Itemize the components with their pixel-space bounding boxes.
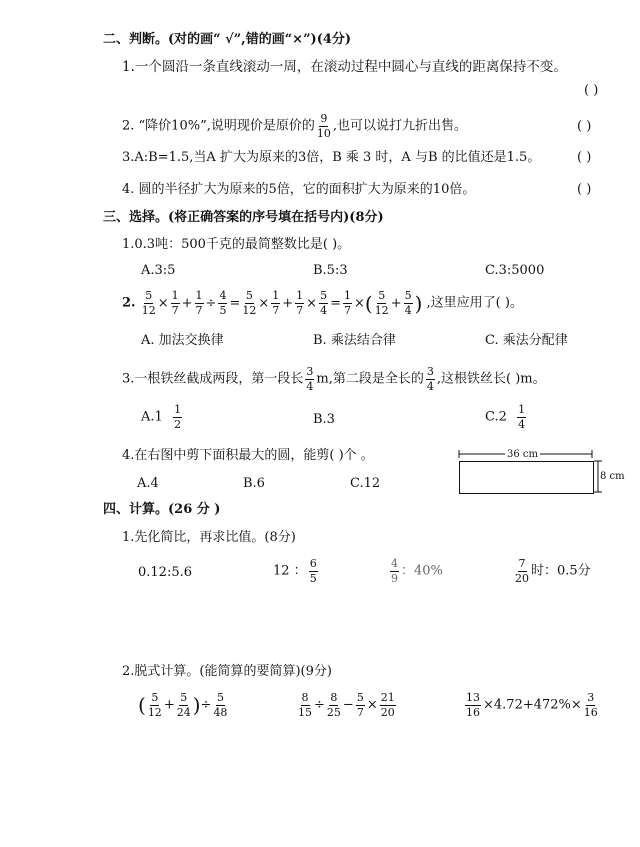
judge-q4-paren: ( ) bbox=[577, 182, 592, 197]
choice-q1-option-c: C.3:5000 bbox=[485, 263, 545, 278]
judge-q3: 3.A:B=1.5,当A 扩大为原来的3倍，B 乘 3 时，A 与B 的比值还是1.5。 bbox=[122, 150, 541, 165]
judge-q2-paren: ( ) bbox=[577, 119, 592, 134]
judge-q4: 4. 圆的半径扩大为原来的5倍，它的面积扩大为原来的10倍。 bbox=[122, 182, 476, 197]
expression-1: ( $\frac{5}{12}$ + $\frac{5}{24}$ )÷ $\frac{5}{48}$ bbox=[138, 691, 228, 719]
ratio-d: $\frac{7}{20}$ 时：0.5分 bbox=[515, 557, 591, 585]
choice-q4-option-c: C.12 bbox=[350, 476, 381, 491]
section-2-title: 二、判断。(对的画“ √”,错的画“×”)(4分) bbox=[103, 32, 352, 47]
ratio-c: $\frac{4}{9}$ ：40% bbox=[391, 557, 443, 585]
expression-2: $\frac{8}{15}$ ÷ $\frac{8}{25}$ − $\frac{5}{7}$ × $\frac{21}{20}$ bbox=[298, 691, 395, 719]
choice-q3-option-b: B.3 bbox=[313, 412, 335, 427]
judge-q3-paren: ( ) bbox=[577, 150, 592, 165]
choice-q4: 4.在右图中剪下面积最大的圆，能剪( )个 。 bbox=[122, 448, 374, 463]
choice-q1-option-b: B.5:3 bbox=[313, 263, 348, 278]
judge-q1: 1.一个圆沿一条直线滚动一周，在滚动过程中圆心与直线的距离保持不变。 bbox=[122, 59, 567, 75]
choice-q2-formula: $\frac{5}{12}$ × $\frac{1}{7}$ + $\frac{1}{7}$ ÷ $\frac{4}{5}$ = $\frac{5}{12}$ × $\frac{1}{7}$ + $\frac{1}{7}$ × $\frac{5}{4}$ = $\frac{1}{7}$ ×( $\frac{5}{12}$ + $\frac{5}{4}$ ) bbox=[141, 289, 423, 317]
choice-q2-option-b: B. 乘法结合律 bbox=[313, 333, 396, 348]
choice-q3: 3.一根铁丝截成两段，第一段长 $\frac{3}{4}$ m,第二段是全长的 $\frac{3}{4}$ ,这根铁丝长( )m。 bbox=[122, 365, 546, 393]
choice-q4-option-a: A.4 bbox=[137, 476, 159, 491]
calc-q1: 1.先化简比，再求比值。(8分) bbox=[122, 530, 296, 545]
choice-q3-option-c: C.2 $\frac{1}{4}$ bbox=[485, 403, 526, 431]
choice-q1: 1.0.3吨：500千克的最简整数比是( )。 bbox=[122, 237, 351, 252]
choice-q3-option-a: A.1 $\frac{1}{2}$ bbox=[141, 403, 182, 431]
section-4-title: 四、计算。(26 分 ) bbox=[103, 502, 221, 517]
choice-q2-option-a: A. 加法交换律 bbox=[141, 333, 224, 348]
ratio-b: 12 ： $\frac{6}{5}$ bbox=[273, 557, 317, 585]
choice-q4-option-b: B.6 bbox=[243, 476, 265, 491]
section-3-title: 三、选择。(将正确答案的序号填在括号内)(8分) bbox=[103, 210, 384, 225]
width-label: 8 cm bbox=[600, 471, 625, 482]
choice-q1-option-a: A.3:5 bbox=[141, 263, 176, 278]
expression-3: $\frac{13}{16}$ ×4.72+472%× $\frac{3}{16}$ bbox=[466, 691, 598, 719]
length-label: 36 cm bbox=[507, 449, 538, 460]
choice-q2-option-c: C. 乘法分配律 bbox=[485, 333, 568, 348]
judge-q2: 2. “降价10%”,说明现价是原价的 $\frac{9}{10}$ ,也可以说打九折出售。 bbox=[122, 112, 467, 140]
choice-q2: 2. $\frac{5}{12}$ × $\frac{1}{7}$ + $\frac{1}{7}$ ÷ $\frac{4}{5}$ = $\frac{5}{12}$ × $\frac{1}{7}$ + $\frac{1}{7}$ × $\frac{5}{4}$ = $\frac{1}{7}$ ×( $\frac{5}{12}$ + $\frac{5}{4}$ ) ,这里应用了( )。 bbox=[122, 289, 523, 317]
calc-q2: 2.脱式计算。(能简算的要简算)(9分) bbox=[122, 664, 332, 679]
ratio-a: 0.12:5.6 bbox=[138, 565, 192, 580]
judge-q1-paren: ( ) bbox=[584, 83, 599, 98]
